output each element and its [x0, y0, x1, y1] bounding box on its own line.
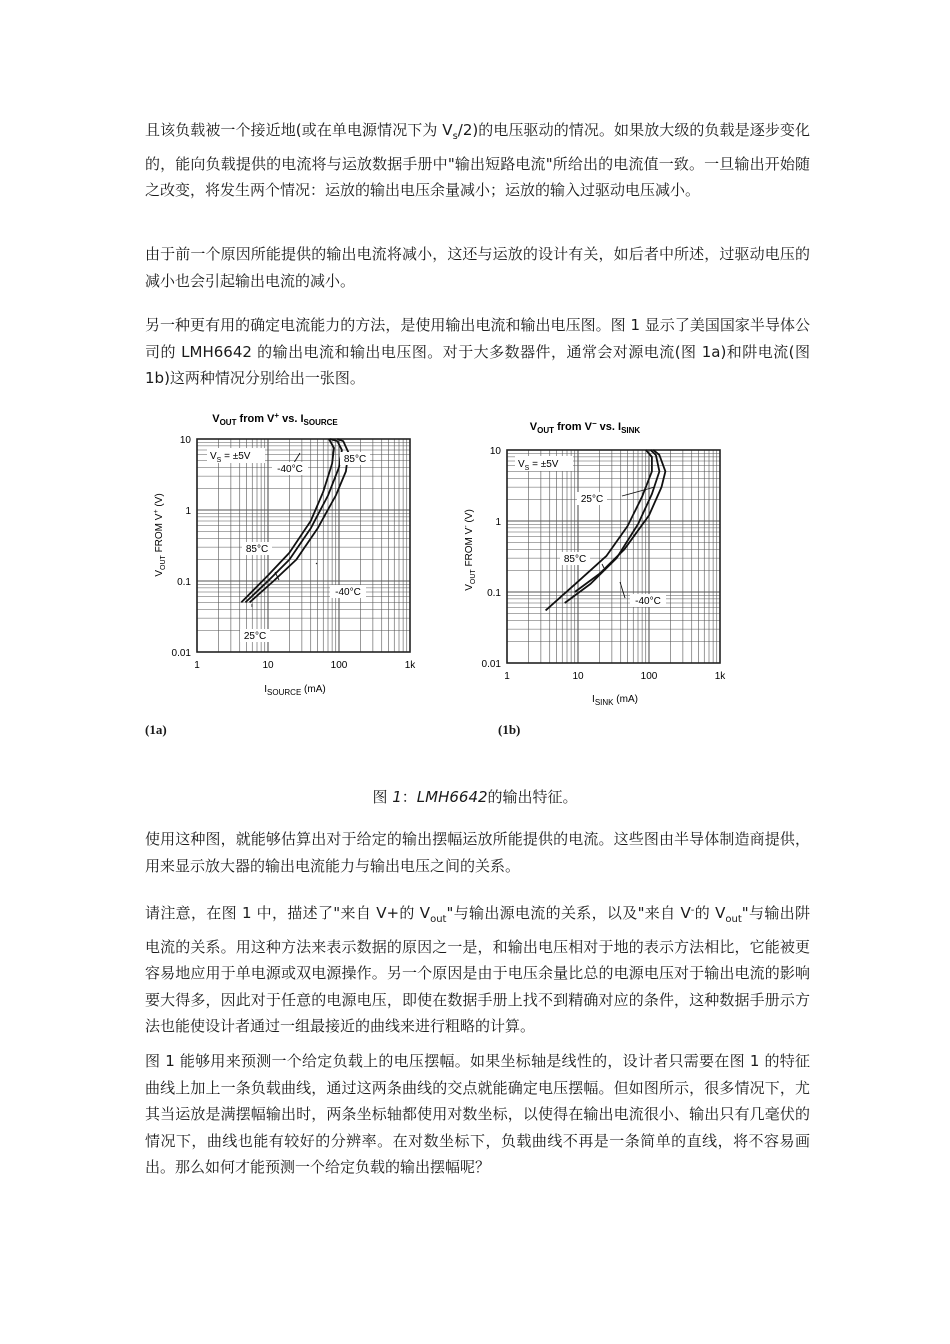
chart-1a-leader-line — [316, 563, 317, 564]
chart-1b-series-line — [546, 450, 652, 610]
paragraph-2: 由于前一个原因所能提供的输出电流将减小，这还与运放的设计有关，如后者中所述，过驱动电压的减小也会引起输出电流的减小。 — [145, 245, 810, 290]
paragraph-4: 使用这种图，就能够估算出对于给定的输出摆幅运放所能提供的电流。这些图由半导体制造商提供，用来显示放大器的输出电流能力与输出电压之间的关系。 — [145, 830, 810, 875]
figure-tag-1a: (1a) — [145, 722, 167, 737]
chart-1a-xtick-label: 100 — [330, 660, 348, 671]
chart-1a-xtick-label: 1k — [404, 660, 416, 671]
figure-tag-1b: (1b) — [498, 722, 521, 737]
chart-1a-annotation: -40°C — [277, 464, 303, 475]
chart-1a-ytick-label: 10 — [179, 435, 191, 446]
chart-1b-xtick-label: 1 — [504, 671, 510, 682]
chart-1b-annotation: -40°C — [635, 596, 661, 607]
chart-1a-ylabel: $V_{OUT}$ FROM V+ (V) — [153, 493, 167, 577]
chart-1b-svg — [450, 410, 740, 720]
chart-1b-xtick-label: 100 — [640, 671, 658, 682]
paragraph-1: 且该负载被一个接近地(或在单电源情况下为 $V_s/2$)的电压驱动的情况。如果放大级的负载是逐步变化的，能向负载提供的电流将与运放数据手册中"输出短路电流"所给出的电流值一致。一旦输出开始随之改变，将发生两个情况：运放的输出电压余量减小；运放的输入过驱动电压减小。 — [145, 121, 810, 199]
chart-1b-ytick-label: 0.1 — [487, 588, 501, 599]
chart-1b-title: $V_{OUT}$ from V− vs. $I_{SINK}$ — [529, 419, 641, 435]
chart-1b-ytick-label: 0.01 — [481, 659, 501, 670]
chart-1b-xtick-label: 1k — [714, 671, 726, 682]
chart-1a-ytick-label: 1 — [185, 506, 191, 517]
chart-1a-annotation: 85°C — [245, 544, 269, 555]
chart-1b-xlabel: $I_{SINK}$ (mA) — [592, 694, 638, 707]
paragraph-3: 另一种更有用的确定电流能力的方法，是使用输出电流和输出电压图。图 1 显示了美国国家半导体公司的 LMH6642 的输出电流和输出电压图。对于大多数器件，通常会对源电流(图 1a)和阱电流(图 1b)这两种情况分别给出一张图。 — [145, 316, 810, 387]
chart-1b-annotation: 85°C — [563, 554, 587, 565]
paragraph-5: 请注意，在图 1 中，描述了"来自 V+的 $V_{out}$"与输出源电流的关系，以及"来自 V-的 $V_{out}$"与输出阱电流的关系。用这种方法来表示数据的原因之一是，和输出电压相对于地的表示方法相比，它能被更容易地应用于单电源或双电源操作。另一个原因是由于电压余量比总的电源电压对于输出电流的影响要大得多，因此对于任意的电源电压，即使在数据手册上找不到精确对应的条件，这种数据手册示方法也能使设计者通过一组最接近的曲线来进行粗略的计算。 — [145, 904, 810, 1035]
chart-1b-leader-line — [622, 487, 655, 496]
chart-1a-title: $V_{OUT}$ from V+ vs. $I_{SOURCE}$ — [212, 411, 338, 427]
chart-1b — [450, 410, 740, 720]
paragraph-6: 图 1 能够用来预测一个给定负载上的电压摆幅。如果坐标轴是线性的，设计者只需要在图 1 的特征曲线上加上一条负载曲线，通过这两条曲线的交点就能确定电压摆幅。但如图所示，很多情况下，尤其当运放是满摆幅输出时，两条坐标轴都使用对数坐标，以使得在输出电流很小、输出只有几毫伏的情况下，曲线也能有较好的分辨率。在对数坐标下，负载曲线不再是一条简单的直线，将不容易画出。那么如何才能预测一个给定负载的输出摆幅呢？ — [145, 1052, 810, 1176]
chart-1a-svg — [140, 400, 420, 710]
chart-1a-annotation: -40°C — [335, 587, 361, 598]
chart-1b-annotation: 25°C — [580, 494, 604, 505]
chart-1a-xlabel: $I_{SOURCE}$ (mA) — [264, 684, 326, 697]
chart-1b-frame — [507, 450, 720, 663]
figure-caption: 图 1：LMH6642的输出特征。 — [372, 788, 578, 806]
chart-1a-ytick-label: 0.01 — [171, 648, 191, 659]
chart-1a-condition-label: $V_S = \pm 5V$ — [210, 451, 251, 464]
chart-1a-xtick-label: 1 — [194, 660, 200, 671]
chart-1a-xtick-label: 10 — [262, 660, 274, 671]
chart-1a — [140, 400, 420, 710]
chart-1a-ytick-label: 0.1 — [177, 577, 191, 588]
chart-1b-xtick-label: 10 — [572, 671, 584, 682]
chart-1b-ytick-label: 10 — [489, 446, 501, 457]
chart-1b-condition-label: $V_S = \pm 5V$ — [518, 459, 559, 472]
chart-1b-ytick-label: 1 — [495, 517, 501, 528]
chart-1a-annotation: 25°C — [243, 631, 267, 642]
chart-1b-leader-line — [602, 564, 604, 568]
chart-1b-ylabel: $V_{OUT}$ FROM V- (V) — [463, 509, 477, 591]
chart-1a-annotation: 85°C — [343, 454, 367, 465]
